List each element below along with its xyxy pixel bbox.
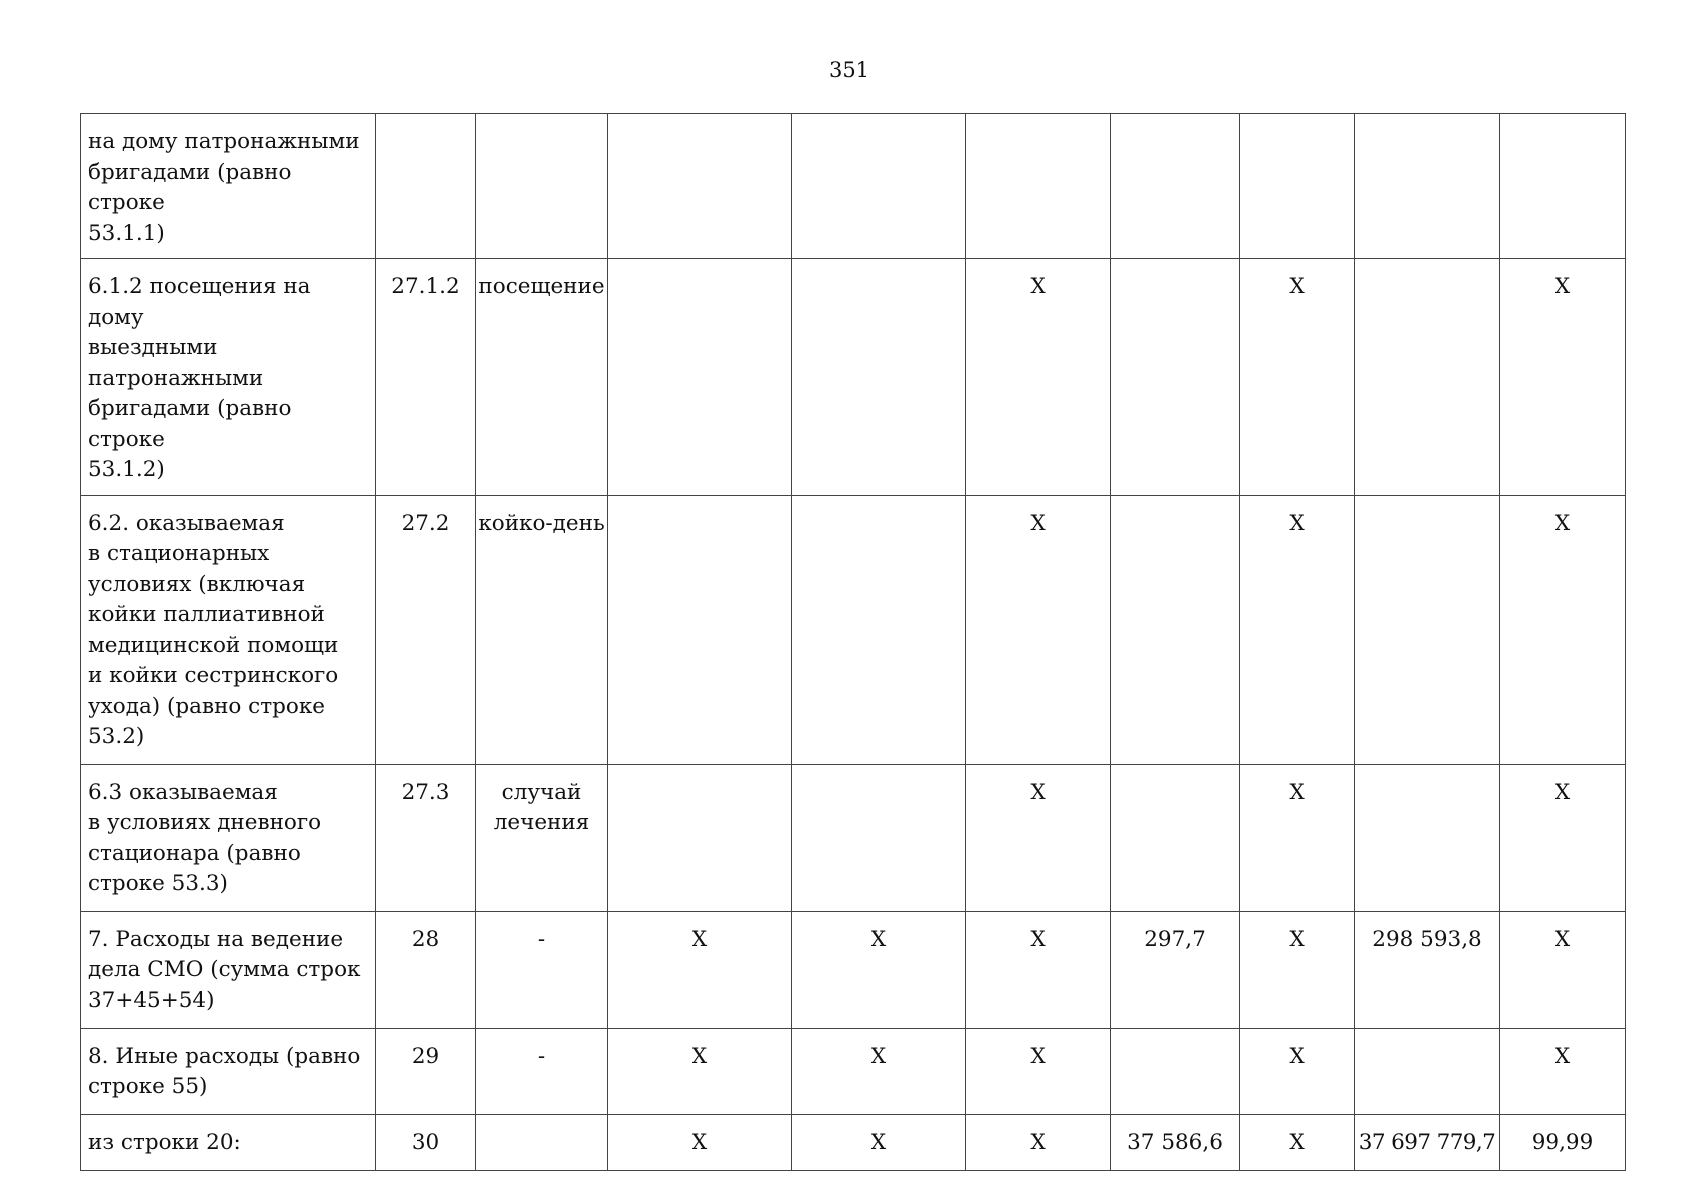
table-row [81, 1028, 1626, 1114]
page-number: 351 [828, 58, 870, 82]
value-cell: X [1500, 495, 1626, 764]
value-cell: 297,7 [1111, 911, 1240, 1028]
row-label-cell: 6.2. оказываемая в стационарных условиях (включая койки паллиативной медицинской помощи и койки сестринского ухода) (равно строке 53.2) [81, 495, 376, 764]
value-cell: X [1240, 1028, 1355, 1114]
unit-cell: койко-день [476, 495, 608, 764]
value-cell [608, 764, 792, 911]
row-code-cell: 29 [376, 1028, 476, 1114]
value-cell [792, 764, 966, 911]
value-cell: 37 697 779,7 [1355, 1114, 1500, 1170]
row-label-cell: 7. Расходы на ведение дела СМО (сумма строк 37+45+54) [81, 911, 376, 1028]
value-cell [792, 259, 966, 496]
table-row [81, 114, 1626, 259]
value-cell: X [792, 911, 966, 1028]
row-code-cell: 28 [376, 911, 476, 1028]
value-cell: X [1240, 495, 1355, 764]
value-cell: X [1240, 1114, 1355, 1170]
value-cell: X [966, 764, 1111, 911]
value-cell: X [966, 1114, 1111, 1170]
row-code-cell: 27.2 [376, 495, 476, 764]
table-row [81, 495, 1626, 764]
row-code-cell: 30 [376, 1114, 476, 1170]
value-cell: X [792, 1114, 966, 1170]
row-label-cell: 6.1.2 посещения на дому выездными патронажными бригадами (равно строке 53.1.2) [81, 259, 376, 496]
value-cell [1111, 764, 1240, 911]
value-cell: X [1500, 911, 1626, 1028]
value-cell [1355, 495, 1500, 764]
value-cell [966, 114, 1111, 259]
table-row [81, 1114, 1626, 1170]
value-cell [1355, 259, 1500, 496]
row-code-cell [376, 114, 476, 259]
value-cell [608, 114, 792, 259]
value-cell: X [792, 1028, 966, 1114]
value-cell [1355, 1028, 1500, 1114]
value-cell [1111, 495, 1240, 764]
value-cell: X [608, 1028, 792, 1114]
unit-cell: случай лечения [476, 764, 608, 911]
row-code-cell: 27.3 [376, 764, 476, 911]
unit-cell: - [476, 911, 608, 1028]
row-label-cell: 8. Иные расходы (равно строке 55) [81, 1028, 376, 1114]
value-cell: X [608, 1114, 792, 1170]
value-cell: 99,99 [1500, 1114, 1626, 1170]
value-cell: X [608, 911, 792, 1028]
table-row [81, 911, 1626, 1028]
value-cell [1111, 259, 1240, 496]
row-label-cell: на дому патронажными бригадами (равно строке 53.1.1) [81, 114, 376, 259]
budget-table [80, 113, 1626, 1171]
value-cell: X [1240, 764, 1355, 911]
unit-cell: посещение [476, 259, 608, 496]
value-cell: 298 593,8 [1355, 911, 1500, 1028]
value-cell [792, 495, 966, 764]
value-cell: X [966, 1028, 1111, 1114]
value-cell: 37 586,6 [1111, 1114, 1240, 1170]
value-cell [608, 259, 792, 496]
value-cell [608, 495, 792, 764]
unit-cell [476, 1114, 608, 1170]
value-cell [1355, 764, 1500, 911]
table-row [81, 259, 1626, 496]
table-row [81, 764, 1626, 911]
value-cell: X [1500, 259, 1626, 496]
value-cell: X [966, 911, 1111, 1028]
value-cell [1111, 114, 1240, 259]
unit-cell: - [476, 1028, 608, 1114]
value-cell [1240, 114, 1355, 259]
value-cell [1500, 114, 1626, 259]
value-cell [792, 114, 966, 259]
value-cell: X [1240, 911, 1355, 1028]
value-cell: X [966, 259, 1111, 496]
value-cell: X [966, 495, 1111, 764]
value-cell: X [1240, 259, 1355, 496]
value-cell [1355, 114, 1500, 259]
value-cell: X [1500, 1028, 1626, 1114]
value-cell: X [1500, 764, 1626, 911]
row-label-cell: 6.3 оказываемая в условиях дневного стационара (равно строке 53.3) [81, 764, 376, 911]
value-cell [1111, 1028, 1240, 1114]
unit-cell [476, 114, 608, 259]
row-label-cell: из строки 20: [81, 1114, 376, 1170]
row-code-cell: 27.1.2 [376, 259, 476, 496]
